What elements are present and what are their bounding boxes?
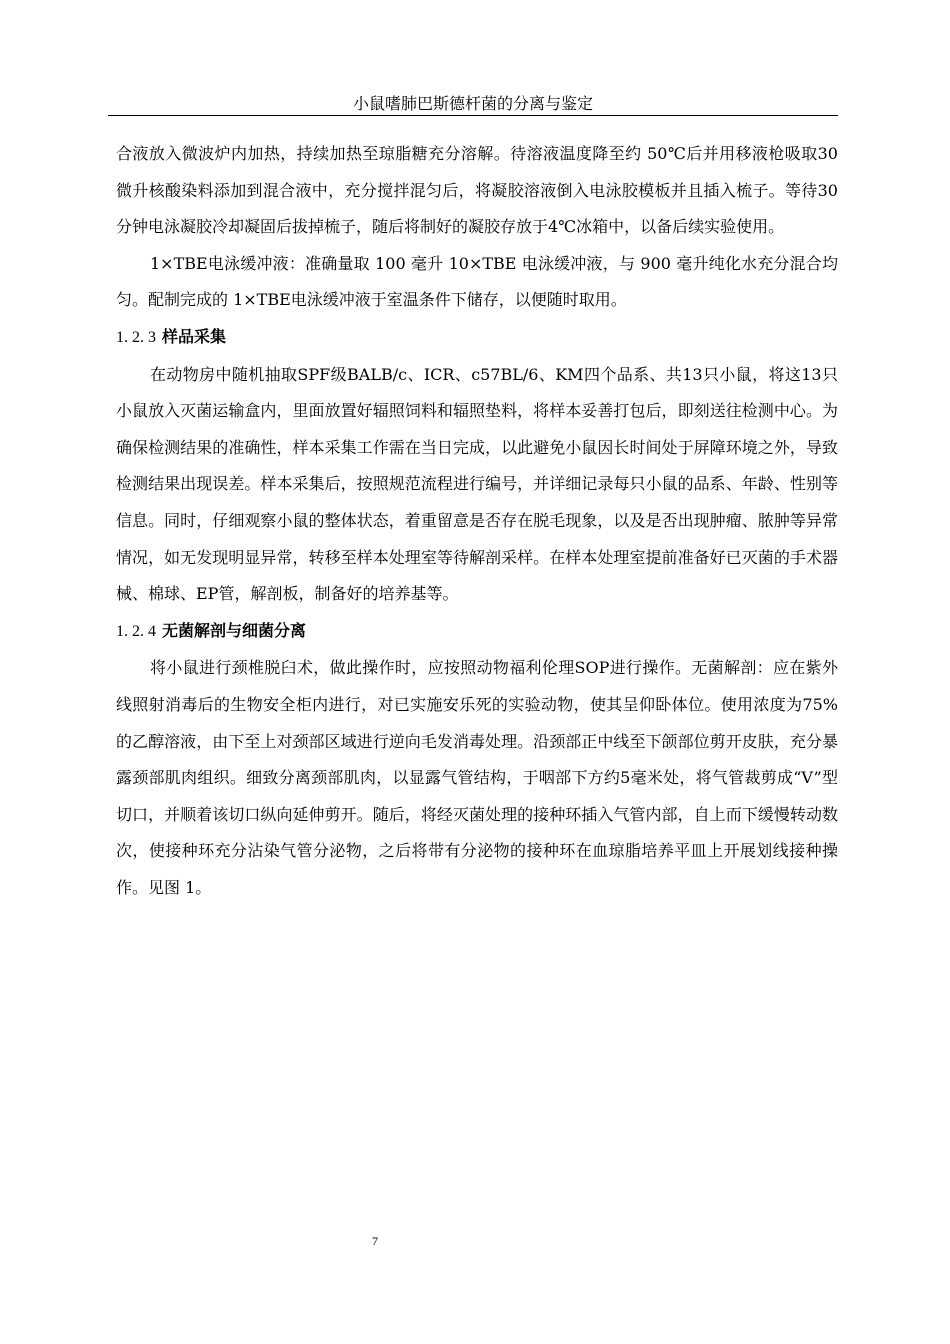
paragraph-dissection: 将小鼠进行颈椎脱臼术，做此操作时，应按照动物福利伦理SOP进行操作。无菌解剖：应在紫外线照射消毒后的生物安全柜内进行，对已实施安乐死的实验动物，使其呈仰卧体位。使用浓度为75%的乙醇溶液，由下至上对颈部区域进行逆向毛发消毒处理。沿颈部正中线至下颌部位剪开皮肤，充分暴露颈部肌肉组织。细致分离颈部肌肉，以显露气管结构，于咽部下方约5毫米处，将气管裁剪成“V”型切口，并顺着该切口纵向延伸剪开。随后，将经灭菌处理的接种环插入气管内部，自上而下缓慢转动数次，使接种环充分沾染气管分泌物，之后将带有分泌物的接种环在血琼脂培养平皿上开展划线接种操作。见图 1。 [116, 658, 838, 897]
section-title: 无菌解剖与细菌分离 [162, 620, 307, 640]
paragraph-gel-preparation: 合液放入微波炉内加热，持续加热至琼脂糖充分溶解。待溶液温度降至约 50℃后并用移液枪吸取30 微升核酸染料添加到混合液中，充分搅拌混匀后，将凝胶溶液倒入电泳胶模板并且插入梳子。等待30分钟电泳凝胶冷却凝固后拔掉梳子，随后将制好的凝胶存放于4℃冰箱中，以备后续实验使用。 [116, 144, 838, 237]
section-number: 1. 2. 4 [116, 622, 156, 640]
section-heading-dissection [116, 613, 838, 651]
paragraph-sample-collection: 在动物房中随机抽取SPF级BALB/c、ICR、c57BL/6、KM四个品系、共13只小鼠，将这13只小鼠放入灭菌运输盒内，里面放置好辐照饲料和辐照垫料，将样本妥善打包后，即刻送往检测中心。为确保检测结果的准确性，样本采集工作需在当日完成，以此避免小鼠因长时间处于屏障环境之外，导致检测结果出现误差。样本采集后，按照规范流程进行编号，并详细记录每只小鼠的品系、年龄、性别等信息。同时，仔细观察小鼠的整体状态，着重留意是否存在脱毛现象，以及是否出现肿瘤、脓肿等异常情况，如无发现明显异常，转移至样本处理室等待解剖采样。在样本处理室提前准备好已灭菌的手术器械、棉球、EP管，解剖板，制备好的培养基等。 [116, 364, 838, 604]
page-number: 7 [372, 1234, 378, 1248]
section-number: 1. 2. 3 [116, 328, 156, 346]
header-rule [108, 115, 838, 116]
body-text [116, 136, 838, 906]
section-heading-sample-collection [116, 319, 838, 357]
paragraph-tbe-buffer: 1×TBE电泳缓冲液：准确量取 100 毫升 10×TBE 电泳缓冲液，与 900 毫升纯化水充分混合均匀。配制完成的 1×TBE电泳缓冲液于室温条件下储存，以便随时取用。 [116, 253, 838, 310]
page-header-title: 小鼠嗜肺巴斯德杆菌的分离与鉴定 [352, 94, 593, 113]
section-title: 样品采集 [162, 326, 227, 346]
